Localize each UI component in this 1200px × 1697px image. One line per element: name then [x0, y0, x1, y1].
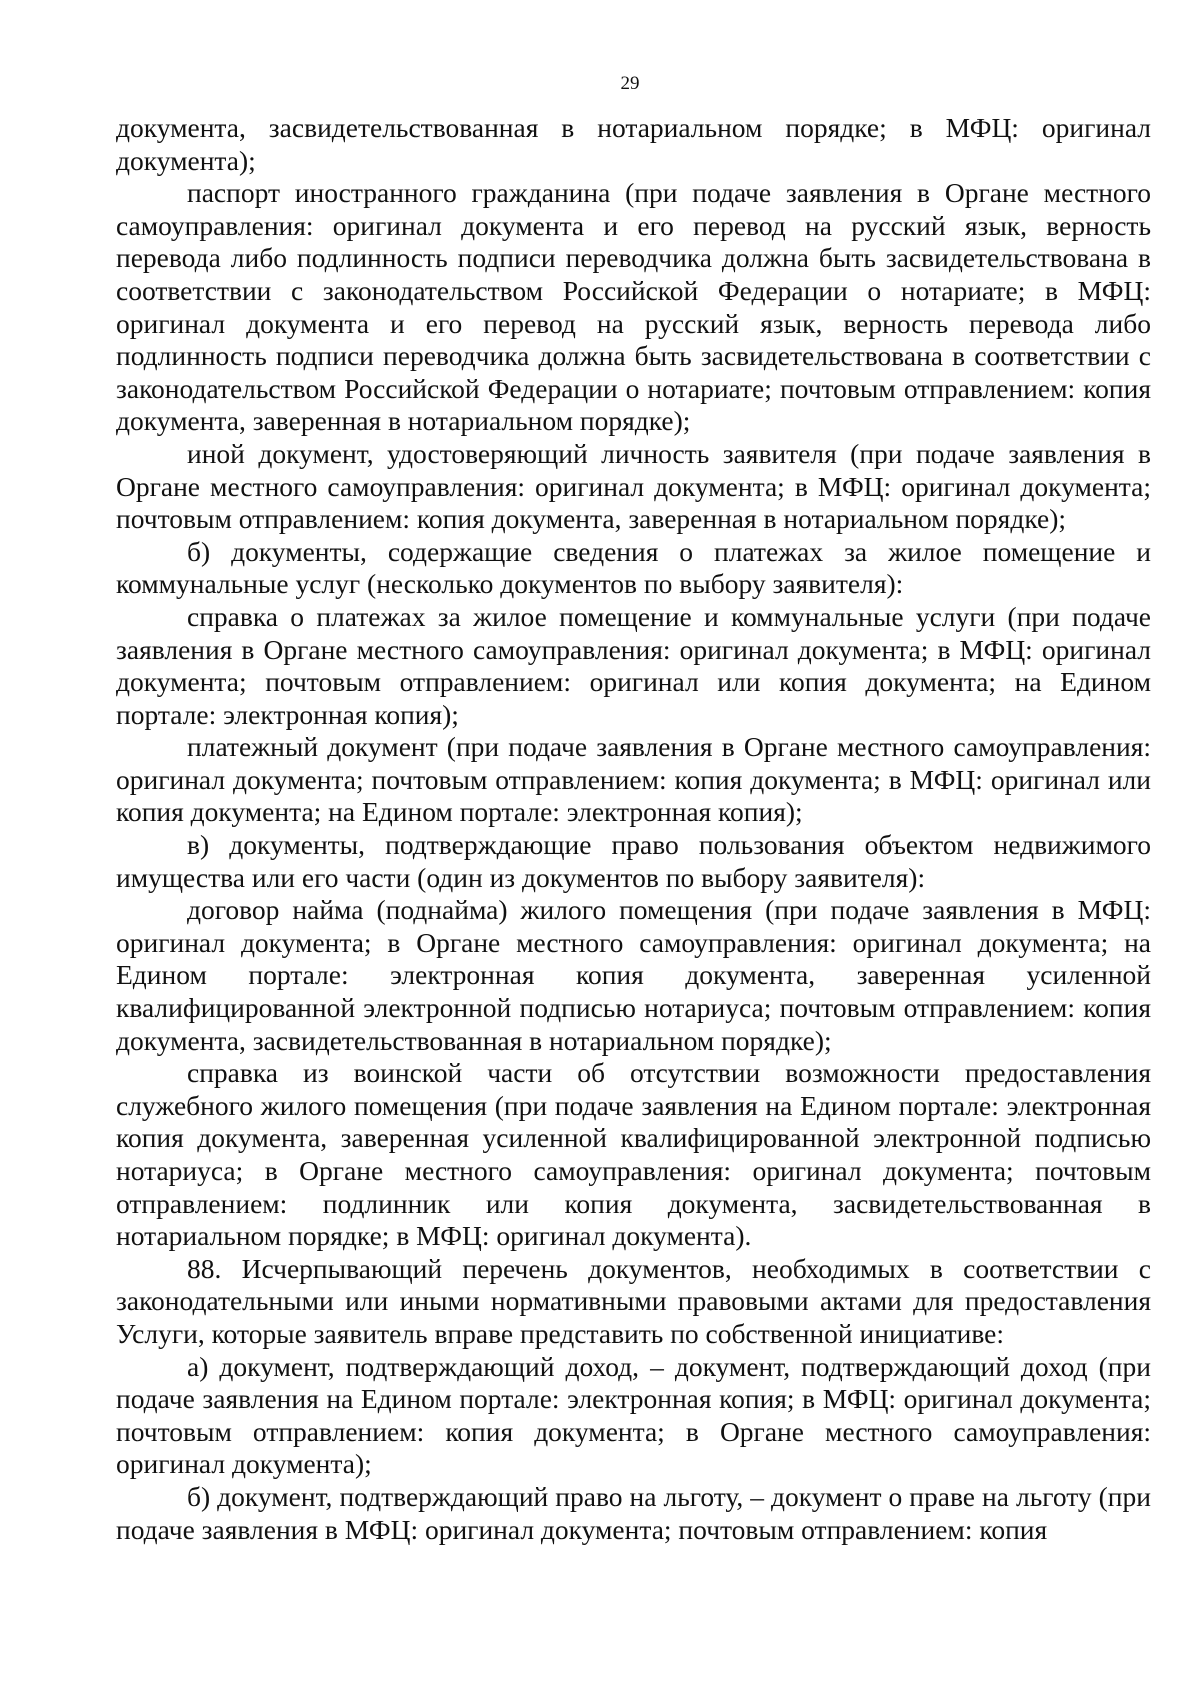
paragraph-military-certificate: справка из воинской части об отсутствии возможности предоставления служебного жилого помещения (при подаче заявления на Едином портале: электронная копия документа, заверенная усиленной квалифицированной электронной подписью нотариуса; в Органе местного самоуправления: оригинал документа; почтовым отправлением: подлинник или копия документа, засвидетельствованная в нотариальном порядке; в МФЦ: оригинал документа).	[116, 1057, 1151, 1252]
paragraph-foreign-passport: паспорт иностранного гражданина (при подаче заявления в Органе местного самоуправления: оригинал документа и его перевод на русский язык, верность перевода либо подлинность подписи переводчика должна быть засвидетельствована в соответствии с законодательством Российской Федерации о нотариате; в МФЦ: оригинал документа и его перевод на русский язык, верность перевода либо подлинность подписи переводчика должна быть засвидетельствована в соответствии с законодательством Российской Федерации о нотариате; почтовым отправлением: копия документа, заверенная в нотариальном порядке);	[116, 177, 1151, 437]
paragraph-other-id-document: иной документ, удостоверяющий личность заявителя (при подаче заявления в Органе местного самоуправления: оригинал документа; в МФЦ: оригинал документа; почтовым отправлением: копия документа, заверенная в нотариальном порядке);	[116, 437, 1151, 535]
paragraph-item-b-payments: б) документы, содержащие сведения о платежах за жилое помещение и коммунальные услуг (несколько документов по выбору заявителя):	[116, 535, 1151, 600]
paragraph-lease-agreement: договор найма (поднайма) жилого помещения (при подаче заявления в МФЦ: оригинал документа; в Органе местного самоуправления: оригинал документа; на Едином портале: электронная копия документа, заверенная усиленной квалифицированной электронной подписью нотариуса; почтовым отправлением: копия документа, засвидетельствованная в нотариальном порядке);	[116, 894, 1151, 1056]
paragraph-continuation: документа, засвидетельствованная в нотариальном порядке; в МФЦ: оригинал документа);	[116, 112, 1151, 176]
page-number: 29	[620, 73, 640, 94]
paragraph-item-a-income: а) документ, подтверждающий доход, – документ, подтверждающий доход (при подаче заявления на Едином портале: электронная копия; в МФЦ: оригинал документа; почтовым отправлением: копия документа; в Органе местного самоуправления: оригинал документа);	[116, 1350, 1151, 1480]
paragraph-item-v-usage-right: в) документы, подтверждающие право пользования объектом недвижимого имущества или его части (один из документов по выбору заявителя):	[116, 829, 1151, 893]
paragraph-88-list: 88. Исчерпывающий перечень документов, необходимых в соответствии с законодательными или иными нормативными правовыми актами для предоставления Услуги, которые заявитель вправе представить по собственной инициативе:	[116, 1252, 1151, 1349]
paragraph-payment-document: платежный документ (при подаче заявления в Органе местного самоуправления: оригинал документа; почтовым отправлением: копия документа; в МФЦ: оригинал или копия документа; на Едином портале: электронная копия);	[116, 731, 1151, 828]
document-body	[116, 112, 1151, 1546]
paragraph-payments-certificate: справка о платежах за жилое помещение и коммунальные услуги (при подаче заявления в Органе местного самоуправления: оригинал документа; в МФЦ: оригинал документа; почтовым отправлением: оригинал или копия документа; на Едином портале: электронная копия);	[116, 600, 1151, 730]
paragraph-item-b-benefit: б) документ, подтверждающий право на льготу, – документ о праве на льготу (при подаче заявления в МФЦ: оригинал документа; почтовым отправлением: копия	[116, 1480, 1151, 1545]
